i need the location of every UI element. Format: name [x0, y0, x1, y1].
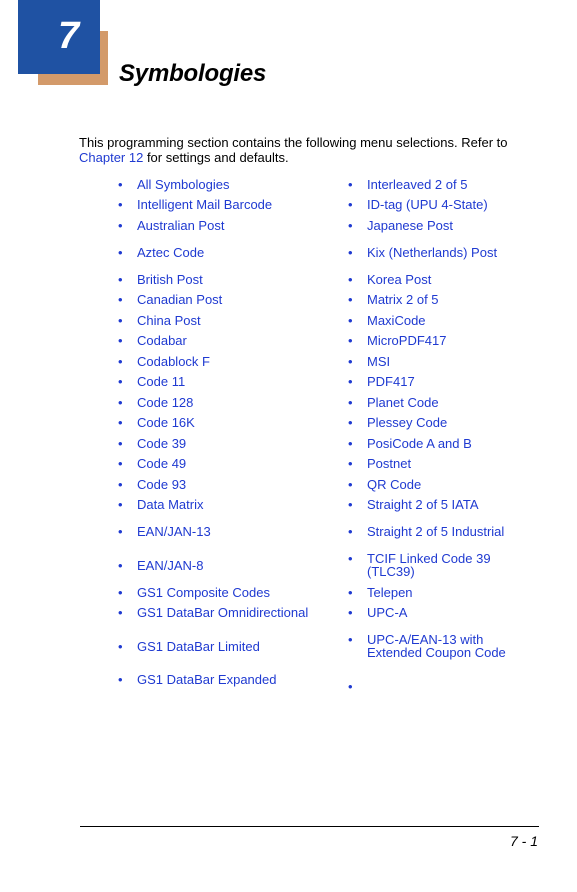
symbology-link[interactable] — [345, 478, 525, 491]
symbology-label: ID-tag (UPU 4-State) — [367, 197, 488, 213]
intro-text-end: for settings and defaults. — [143, 150, 289, 165]
bullet-icon: • — [348, 678, 353, 694]
symbology-row — [115, 474, 525, 495]
symbology-label: Aztec Code — [137, 244, 205, 260]
bullet-icon: • — [348, 292, 353, 308]
symbology-label: Planet Code — [367, 394, 439, 410]
chapter-12-link[interactable]: Chapter 12 — [79, 150, 144, 165]
symbology-row — [115, 269, 525, 290]
bullet-icon: • — [118, 638, 123, 654]
bullet-icon: • — [348, 551, 353, 567]
symbology-row — [115, 515, 525, 549]
symbology-row — [115, 372, 525, 393]
symbology-label: MicroPDF417 — [367, 333, 447, 349]
symbology-link[interactable] — [345, 198, 525, 211]
symbology-label: GS1 DataBar Limited — [137, 638, 260, 654]
bullet-icon: • — [118, 333, 123, 349]
symbology-label: Australian Post — [137, 217, 225, 233]
bullet-icon: • — [348, 374, 353, 390]
symbology-link[interactable] — [345, 178, 525, 191]
bullet-icon: • — [348, 394, 353, 410]
symbology-label: Telepen — [367, 584, 413, 600]
symbology-label: Code 16K — [137, 415, 195, 431]
symbology-label: UPC-A — [367, 605, 408, 621]
bullet-icon: • — [348, 415, 353, 431]
symbology-link[interactable] — [115, 375, 345, 388]
symbology-label: Code 11 — [137, 374, 186, 390]
symbology-label: British Post — [137, 271, 203, 287]
symbology-link[interactable] — [115, 640, 345, 653]
symbology-link[interactable] — [345, 219, 525, 232]
symbology-link[interactable] — [345, 606, 525, 619]
bullet-icon: • — [118, 176, 123, 192]
symbology-link[interactable] — [345, 273, 525, 286]
symbology-link[interactable] — [115, 219, 345, 232]
symbology-label: Code 49 — [137, 456, 187, 472]
bullet-icon: • — [118, 584, 123, 600]
symbology-link[interactable] — [345, 314, 525, 327]
symbology-link[interactable] — [115, 559, 345, 572]
symbology-label: UPC-A/EAN-13 with Extended Coupon Code — [367, 632, 506, 661]
symbology-link[interactable] — [345, 525, 525, 538]
symbology-link[interactable] — [345, 396, 525, 409]
symbology-label: EAN/JAN-13 — [137, 524, 211, 540]
bullet-icon: • — [118, 456, 123, 472]
bullet-icon: • — [348, 197, 353, 213]
bullet-icon: • — [348, 632, 353, 648]
page-title: Symbologies — [119, 60, 267, 87]
symbology-label: Interleaved 2 of 5 — [367, 176, 468, 192]
symbology-label: PDF417 — [367, 374, 415, 390]
bullet-icon: • — [118, 271, 123, 287]
symbology-link[interactable] — [115, 437, 345, 450]
chapter-badge — [18, 0, 100, 74]
symbology-link[interactable] — [115, 525, 345, 538]
bullet-icon: • — [118, 292, 123, 308]
bullet-icon: • — [348, 435, 353, 451]
symbology-row — [115, 195, 525, 216]
bullet-icon: • — [348, 497, 353, 513]
bullet-icon: • — [118, 497, 123, 513]
symbology-label: China Post — [137, 312, 201, 328]
symbology-row — [115, 310, 525, 331]
symbology-label: Code 39 — [137, 435, 187, 451]
symbology-row — [115, 454, 525, 475]
symbology-label: Codabar — [137, 333, 187, 349]
bullet-icon: • — [118, 524, 123, 540]
intro-text-start: This programming section contains the following menu selections. Refer to — [79, 135, 508, 150]
symbology-label: Postnet — [367, 456, 412, 472]
symbology-link[interactable] — [115, 673, 345, 686]
symbology-link[interactable] — [345, 355, 525, 368]
symbology-link[interactable] — [345, 375, 525, 388]
symbology-label: Japanese Post — [367, 217, 454, 233]
symbology-link[interactable] — [115, 334, 345, 347]
symbology-label: Kix (Netherlands) Post — [367, 244, 498, 260]
symbology-link[interactable] — [115, 355, 345, 368]
symbology-link[interactable] — [115, 198, 345, 211]
bullet-icon: • — [118, 217, 123, 233]
symbology-label: Codablock F — [137, 353, 210, 369]
symbology-row — [115, 290, 525, 311]
symbology-link[interactable] — [345, 293, 525, 306]
symbology-label: GS1 Composite Codes — [137, 584, 270, 600]
bullet-icon: • — [348, 476, 353, 492]
symbology-link[interactable] — [345, 416, 525, 429]
symbology-row — [115, 495, 525, 516]
symbology-row — [115, 623, 525, 670]
symbology-label: MaxiCode — [367, 312, 426, 328]
symbology-link[interactable] — [345, 633, 525, 659]
symbology-label: Straight 2 of 5 Industrial — [367, 524, 505, 540]
page-number: 7 - 1 — [509, 833, 538, 849]
footer-divider — [80, 826, 539, 827]
symbology-link[interactable] — [345, 457, 525, 470]
symbology-label: TCIF Linked Code 39 (TLC39) — [367, 551, 491, 580]
symbology-row — [115, 549, 525, 583]
bullet-icon: • — [118, 605, 123, 621]
symbology-label: QR Code — [367, 476, 422, 492]
symbology-link[interactable] — [345, 586, 525, 599]
bullet-icon: • — [118, 415, 123, 431]
symbology-label: MSI — [367, 353, 391, 369]
symbology-link[interactable] — [345, 437, 525, 450]
bullet-icon: • — [348, 605, 353, 621]
symbology-label: Intelligent Mail Barcode — [137, 197, 273, 213]
symbology-label: Canadian Post — [137, 292, 223, 308]
symbology-row — [115, 174, 525, 195]
symbology-link[interactable] — [345, 498, 525, 511]
symbology-row — [115, 392, 525, 413]
bullet-icon: • — [118, 672, 123, 688]
bullet-icon: • — [118, 435, 123, 451]
symbology-link[interactable] — [115, 416, 345, 429]
symbology-label: Code 128 — [137, 394, 194, 410]
bullet-icon: • — [348, 271, 353, 287]
bullet-icon: • — [118, 374, 123, 390]
symbology-label: PosiCode A and B — [367, 435, 472, 451]
symbology-link[interactable] — [115, 498, 345, 511]
symbology-link[interactable] — [115, 314, 345, 327]
symbology-row — [115, 670, 525, 694]
symbology-label: Code 93 — [137, 476, 187, 492]
symbology-row — [115, 236, 525, 270]
symbology-link[interactable] — [115, 396, 345, 409]
symbology-row — [115, 331, 525, 352]
bullet-icon: • — [118, 353, 123, 369]
symbology-link[interactable] — [345, 246, 525, 259]
symbology-row — [115, 413, 525, 434]
intro-paragraph — [79, 135, 539, 165]
bullet-icon: • — [348, 176, 353, 192]
symbology-link[interactable] — [345, 552, 525, 578]
symbology-link[interactable] — [115, 478, 345, 491]
bullet-icon: • — [348, 456, 353, 472]
symbology-label: GS1 DataBar Expanded — [137, 672, 277, 688]
bullet-icon: • — [348, 244, 353, 260]
symbology-label: Korea Post — [367, 271, 432, 287]
symbology-row — [115, 215, 525, 236]
symbology-label: Straight 2 of 5 IATA — [367, 497, 479, 513]
symbology-link[interactable] — [115, 246, 345, 259]
bullet-icon: • — [118, 197, 123, 213]
symbology-link[interactable] — [115, 586, 345, 599]
bullet-icon: • — [118, 394, 123, 410]
symbology-row — [115, 582, 525, 603]
symbology-label: Matrix 2 of 5 — [367, 292, 439, 308]
symbology-link[interactable] — [115, 457, 345, 470]
symbology-row — [115, 603, 525, 624]
bullet-icon: • — [118, 312, 123, 328]
symbology-label: Plessey Code — [367, 415, 448, 431]
chapter-number: 7 — [58, 15, 80, 57]
symbology-label: GS1 DataBar Omnidirectional — [137, 605, 309, 621]
bullet-icon: • — [118, 244, 123, 260]
symbology-link[interactable] — [345, 334, 525, 347]
bullet-icon: • — [118, 557, 123, 573]
symbology-label: Data Matrix — [137, 497, 204, 513]
bullet-icon: • — [348, 312, 353, 328]
symbology-link[interactable] — [115, 273, 345, 286]
symbology-link[interactable] — [115, 293, 345, 306]
bullet-icon: • — [348, 584, 353, 600]
bullet-icon: • — [348, 333, 353, 349]
symbology-link[interactable] — [115, 178, 345, 191]
symbology-link[interactable] — [115, 606, 345, 619]
bullet-icon: • — [118, 476, 123, 492]
symbology-label: EAN/JAN-8 — [137, 557, 204, 573]
symbology-label: All Symbologies — [137, 176, 230, 192]
symbology-menu-list — [115, 174, 525, 694]
bullet-icon: • — [348, 524, 353, 540]
bullet-icon: • — [348, 217, 353, 233]
bullet-icon: • — [348, 353, 353, 369]
symbology-row — [115, 351, 525, 372]
symbology-row — [115, 433, 525, 454]
